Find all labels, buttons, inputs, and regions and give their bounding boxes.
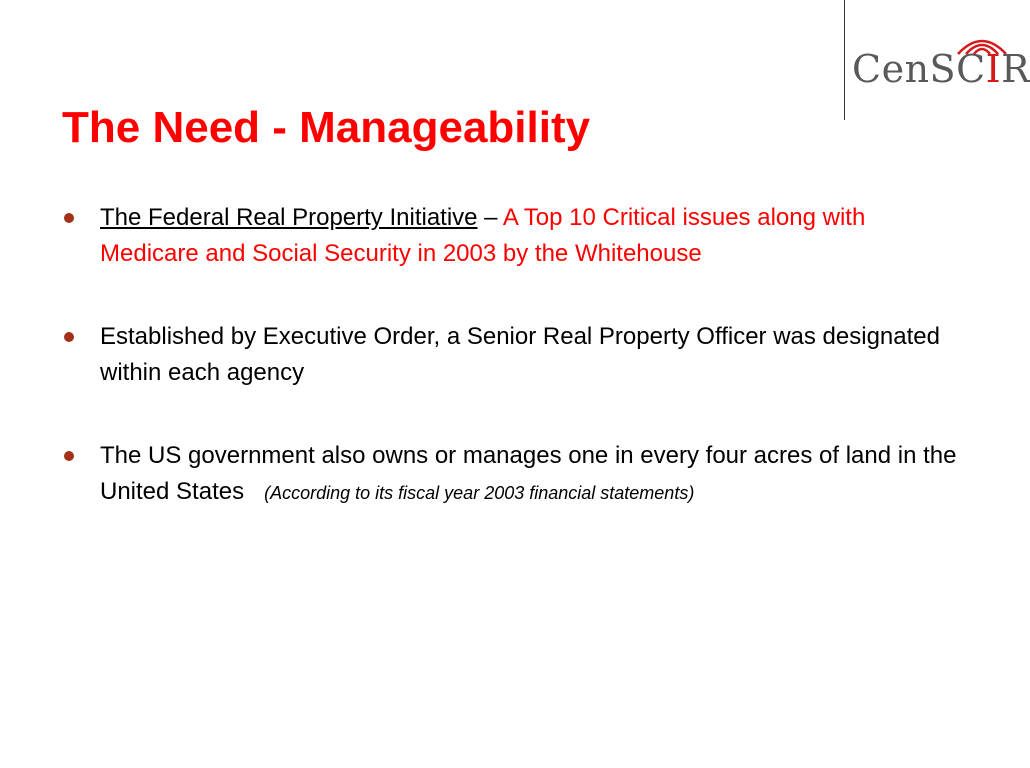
logo-text-accent: I	[985, 47, 1002, 91]
fiscal-year-note: (According to its fiscal year 2003 financial statements)	[264, 483, 695, 503]
bullet-item-federal-initiative	[62, 200, 962, 272]
land-ownership-text: The US government also owns or manages one in every four acres of land in the United States	[100, 442, 957, 505]
logo-divider	[844, 0, 845, 120]
bullet-dot-icon	[64, 213, 74, 223]
bullet-list	[62, 200, 962, 510]
bullet-item-executive-order	[62, 319, 962, 391]
dash-separator: –	[477, 204, 503, 231]
bullet-item-land-ownership	[62, 438, 962, 510]
federal-initiative-link[interactable]: The Federal Real Property Initiative	[100, 204, 478, 231]
censcir-logo	[852, 28, 1030, 98]
logo-text-end: R	[1001, 47, 1030, 91]
logo-text-main: CenSC	[852, 47, 986, 91]
bullet-dot-icon	[64, 451, 74, 461]
logo-text	[852, 47, 1030, 91]
critical-issues-text: A Top 10 Critical issues along with Medicare and Social Security in 2003 by the Whitehouse	[100, 204, 866, 267]
slide-title: The Need - Manageability	[62, 103, 591, 152]
bullet-dot-icon	[64, 332, 74, 342]
executive-order-text: Established by Executive Order, a Senior Real Property Officer was designated within each agency	[100, 323, 940, 386]
